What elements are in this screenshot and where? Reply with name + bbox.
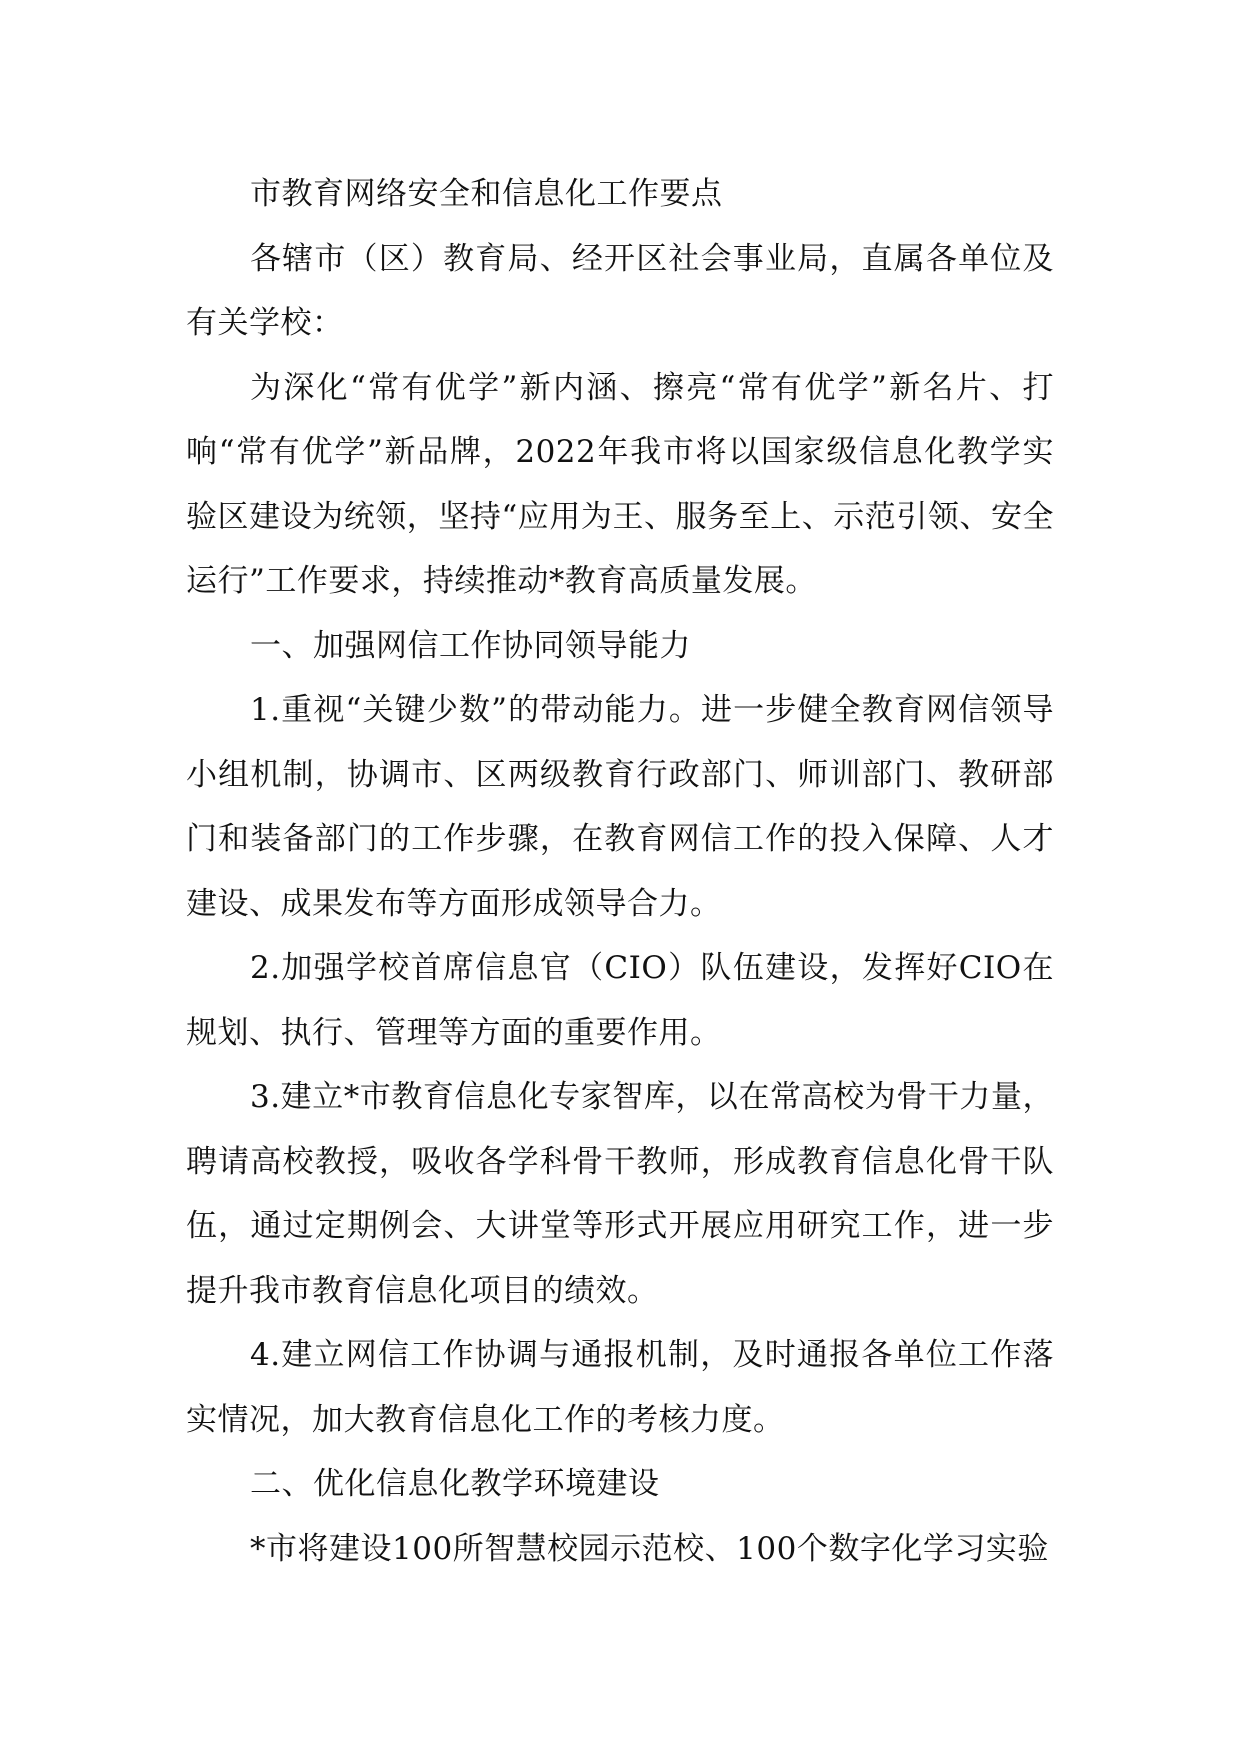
section1-item-3: 3.建立*市教育信息化专家智库，以在常高校为骨干力量，聘请高校教授，吸收各学科骨干教师，形成教育信息化骨干队伍，通过定期例会、大讲堂等形式开展应用研究工作，进一步提升我市教育信息化项目的绩效。 xyxy=(186,1079,1054,1309)
section2-paragraph: *市将建设100所智慧校园示范校、100个数字化学习实验 xyxy=(250,1530,1049,1567)
section-heading-1: 一、加强网信工作协同领导能力 xyxy=(250,627,691,664)
salutation: 各辖市（区）教育局、经开区社会事业局，直属各单位及有关学校： xyxy=(186,240,1054,341)
section1-item-2: 2.加强学校首席信息官（CIO）队伍建设，发挥好CIO在规划、执行、管理等方面的重要作用。 xyxy=(186,950,1054,1051)
document-title: 市教育网络安全和信息化工作要点 xyxy=(250,176,723,212)
section1-item-4: 4.建立网信工作协调与通报机制，及时通报各单位工作落实情况，加大教育信息化工作的考核力度。 xyxy=(186,1337,1054,1438)
section-heading-2: 二、优化信息化教学环境建设 xyxy=(250,1466,660,1502)
document-page xyxy=(186,162,1054,1581)
intro-paragraph: 为深化“常有优学”新内涵、擦亮“常有优学”新名片、打响“常有优学”新品牌，2022年我市将以国家级信息化教学实验区建设为统领，坚持“应用为王、服务至上、示范引领、安全运行”工作要求，持续推动*教育高质量发展。 xyxy=(186,369,1054,599)
section1-item-1: 1.重视“关键少数”的带动能力。进一步健全教育网信领导小组机制，协调市、区两级教育行政部门、师训部门、教研部门和装备部门的工作步骤，在教育网信工作的投入保障、人才建设、成果发布等方面形成领导合力。 xyxy=(186,692,1054,922)
